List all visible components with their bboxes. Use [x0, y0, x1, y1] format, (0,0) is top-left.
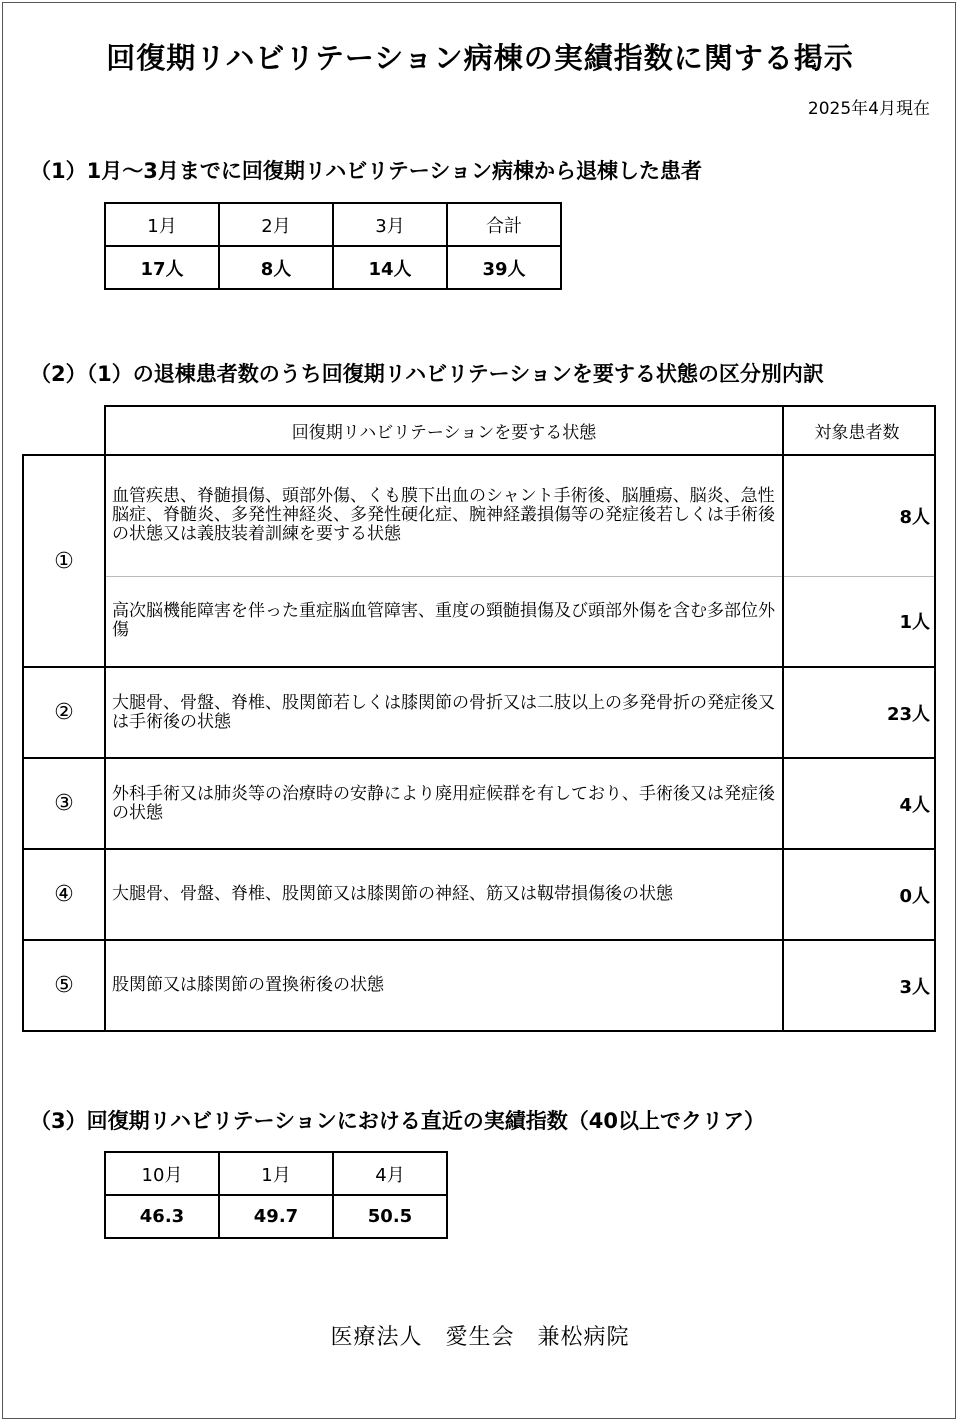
row-count: 4人 [783, 758, 935, 849]
section1-heading: （1）1月～3月までに回復期リハビリテーション病棟から退棟した患者 [30, 159, 702, 183]
header-cell: 3月 [333, 203, 447, 246]
row-number: ④ [23, 849, 105, 940]
row-count: 1人 [783, 576, 935, 667]
row-number: ② [23, 667, 105, 758]
table-header-row [23, 406, 935, 455]
header-count: 対象患者数 [783, 406, 935, 455]
table-row [23, 667, 935, 758]
row-description: 大腿骨、骨盤、脊椎、股関節又は膝関節の神経、筋又は靱帯損傷後の状態 [105, 849, 783, 940]
table-row [105, 1195, 447, 1238]
row-count: 8人 [783, 455, 935, 576]
header-cell: 1月 [105, 203, 219, 246]
header-cell: 4月 [333, 1152, 447, 1195]
section2-heading: （2）（1）の退棟患者数のうち回復期リハビリテーションを要する状態の区分別内訳 [30, 362, 824, 386]
row-description: 股関節又は膝関節の置換術後の状態 [105, 940, 783, 1031]
header-cell: 10月 [105, 1152, 219, 1195]
value-cell: 17人 [105, 246, 219, 289]
row-number: ③ [23, 758, 105, 849]
breakdown-table [22, 405, 936, 1032]
header-cell: 1月 [219, 1152, 333, 1195]
discharge-table [104, 202, 562, 290]
table-row [23, 940, 935, 1031]
table-row [23, 849, 935, 940]
table-row [23, 455, 935, 576]
notice-date: 2025年4月現在 [807, 99, 930, 119]
row-number: ⑤ [23, 940, 105, 1031]
header-state: 回復期リハビリテーションを要する状態 [105, 406, 783, 455]
value-cell: 14人 [333, 246, 447, 289]
section3-heading: （3）回復期リハビリテーションにおける直近の実績指数（40以上でクリア） [30, 1109, 765, 1133]
value-cell: 46.3 [105, 1195, 219, 1238]
row-count: 0人 [783, 849, 935, 940]
header-cell: 2月 [219, 203, 333, 246]
row-description: 外科手術又は肺炎等の治療時の安静により廃用症候群を有しており、手術後又は発症後の状態 [105, 758, 783, 849]
table-header-row [105, 1152, 447, 1195]
value-cell: 50.5 [333, 1195, 447, 1238]
page-title: 回復期リハビリテーション病棟の実績指数に関する掲示 [106, 41, 854, 75]
row-count: 23人 [783, 667, 935, 758]
header-cell: 合計 [447, 203, 561, 246]
row-count: 3人 [783, 940, 935, 1031]
performance-index-table [104, 1151, 448, 1239]
value-cell: 49.7 [219, 1195, 333, 1238]
value-cell: 39人 [447, 246, 561, 289]
row-description: 血管疾患、脊髄損傷、頭部外傷、くも膜下出血のシャント手術後、脳腫瘍、脳炎、急性脳症、脊髄炎、多発性神経炎、多発性硬化症、腕神経叢損傷等の発症後若しくは手術後の状態又は義肢装着訓練を要する状態 [105, 455, 783, 576]
row-number: ① [23, 455, 105, 667]
row-description: 高次脳機能障害を伴った重症脳血管障害、重度の頸髄損傷及び頭部外傷を含む多部位外傷 [105, 576, 783, 667]
value-cell: 8人 [219, 246, 333, 289]
table-row [23, 576, 935, 667]
hospital-name: 医療法人 愛生会 兼松病院 [330, 1325, 630, 1350]
table-row [105, 246, 561, 289]
table-header-row [105, 203, 561, 246]
row-description: 大腿骨、骨盤、脊椎、股関節若しくは膝関節の骨折又は二肢以上の多発骨折の発症後又は手術後の状態 [105, 667, 783, 758]
table-row [23, 758, 935, 849]
